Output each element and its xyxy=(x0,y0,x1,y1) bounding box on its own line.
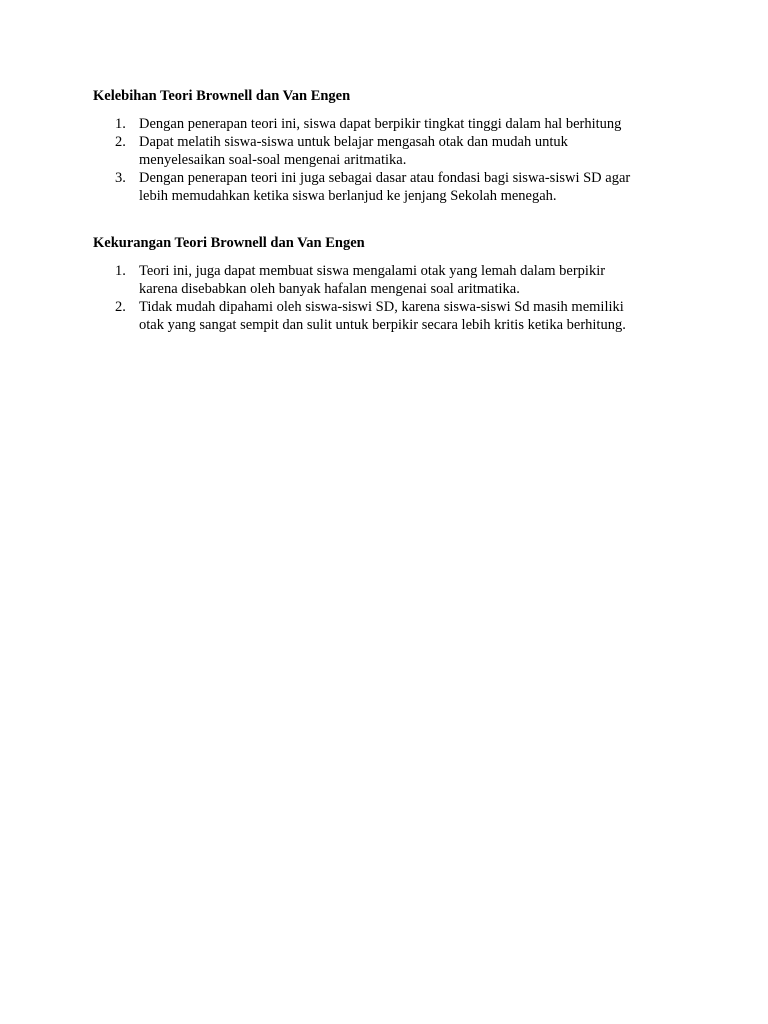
advantages-list xyxy=(93,115,693,205)
list-text-line: menyelesaikan soal-soal mengenai aritmatika. xyxy=(139,152,407,168)
list-text-line: Teori ini, juga dapat membuat siswa mengalami otak yang lemah dalam berpikir xyxy=(139,263,606,279)
advantages-section xyxy=(93,87,693,205)
list-text-line: Dengan penerapan teori ini juga sebagai dasar atau fondasi bagi siswa-siswi SD agar xyxy=(139,170,631,186)
list-item xyxy=(93,115,693,133)
disadvantages-section xyxy=(93,234,693,334)
list-text-line: Dengan penerapan teori ini, siswa dapat berpikir tingkat tinggi dalam hal berhitung xyxy=(139,116,622,132)
list-text-line: Tidak mudah dipahami oleh siswa-siswi SD, karena siswa-siswi Sd masih memiliki xyxy=(139,299,624,315)
list-item xyxy=(93,133,693,169)
section-heading: Kelebihan Teori Brownell dan Van Engen xyxy=(93,88,351,104)
list-text-line: lebih memudahkan ketika siswa berlanjud ke jenjang Sekolah menegah. xyxy=(139,188,557,204)
list-text-line: Dapat melatih siswa-siswa untuk belajar mengasah otak dan mudah untuk xyxy=(139,134,568,150)
disadvantages-list xyxy=(93,262,693,334)
list-number: 1. xyxy=(115,263,126,279)
list-text-line: karena disebabkan oleh banyak hafalan mengenai soal aritmatika. xyxy=(139,281,520,297)
list-number: 2. xyxy=(115,134,126,150)
list-number: 3. xyxy=(115,170,126,186)
list-item xyxy=(93,262,693,298)
list-text-line: otak yang sangat sempit dan sulit untuk berpikir secara lebih kritis ketika berhitung. xyxy=(139,317,626,333)
list-item xyxy=(93,298,693,334)
list-number: 1. xyxy=(115,116,126,132)
section-heading: Kekurangan Teori Brownell dan Van Engen xyxy=(93,235,365,251)
list-item xyxy=(93,169,693,205)
list-number: 2. xyxy=(115,299,126,315)
